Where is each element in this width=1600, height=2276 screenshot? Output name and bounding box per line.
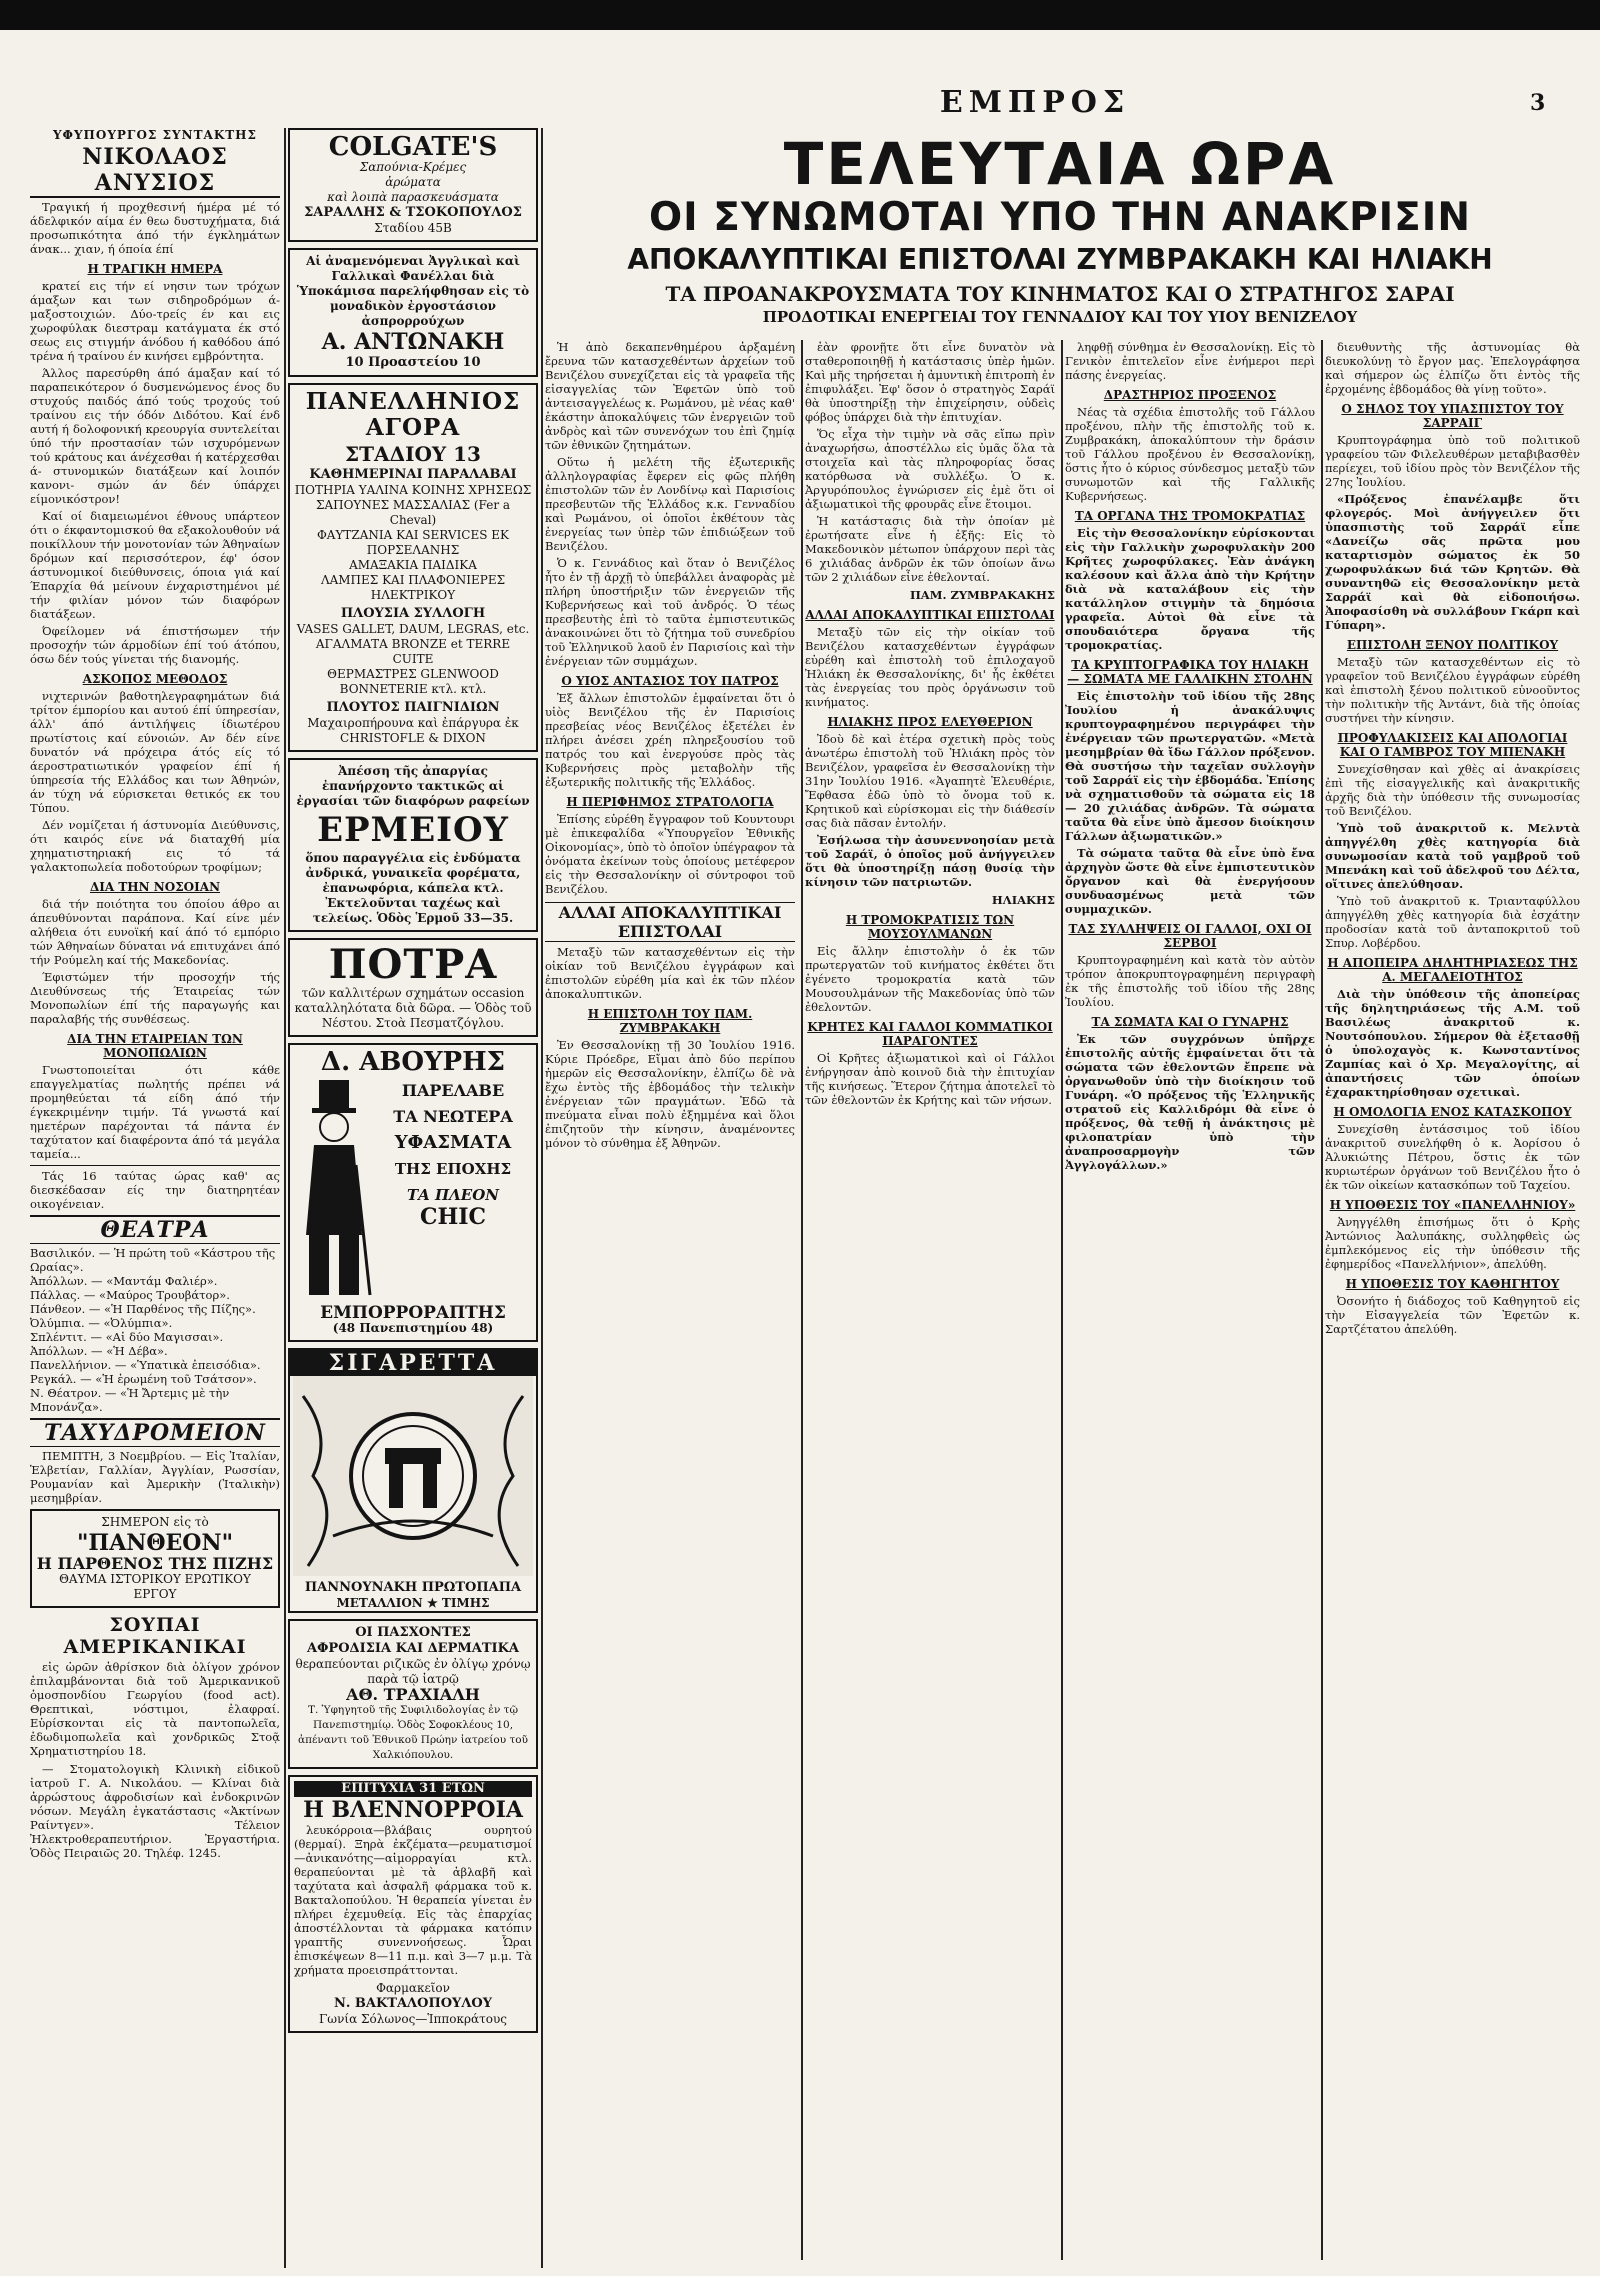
section-heading: ΔΡΑΣΤΗΡΙΟΣ ΠΡΟΞΕΝΟΣ — [1103, 388, 1277, 402]
top-black-border — [0, 0, 1600, 30]
ad-text: θεραπεύονται ριζικῶς ἐν ὀλίγῳ χρόνῳ παρὰ τῷ ἰατρῷ — [295, 1657, 531, 1686]
paragraph: Γνωστοποιείται ότι κάθε επαγγελματίας πωλητής πρέπει νά προμηθεύεται τά είδη άπό τήν έγκεκριμένην τιμήν. Τά γνωστά καί ημετέρων παρέχονται τά πάντα έν ταχύτατον καί διαφέροντα άπό τά μεγάλα ταμεία... — [30, 1063, 280, 1161]
list-item: Ἀπόλλων. — «Μαντάμ Φαλιέρ». — [30, 1274, 218, 1288]
section-heading: ΕΠΙΣΤΟΛΗ ΞΕΝΟΥ ΠΟΛΙΤΙΚΟΥ — [1346, 638, 1559, 652]
ad-line: ΤΑ ΠΛΕΟΝ — [406, 1186, 500, 1204]
list-item: Πάλλας. — «Μαύρος Τρουβάτορ». — [30, 1288, 230, 1302]
list-item: ΠΟΤΗΡΙΑ ΥΑΛΙΝΑ ΚΟΙΝΗΣ ΧΡΗΣΕΩΣ — [294, 483, 532, 497]
paragraph: Ἐσήλωσα τὴν ἀσυνεννοησίαν μετὰ τοῦ Σαράϊ, ὁ ὁποῖος μοῦ ἀνήγγειλεν ὅτι θὰ ὑποστηρίξῃ πάσῃ θυσίᾳ τὴν κίνησιν τῶν πατριωτῶν. — [805, 833, 1055, 889]
theatres-heading: ΘΕΑΤΡΑ — [30, 1215, 280, 1244]
paragraph: Συνεχίσθη ἐντάσσιμος τοῦ ἰδίου ἀνακριτοῦ συνελήφθη ὁ κ. Ἀορίσου ὁ Ἀλυκιώτης Πέτρου, ὅστις ἐκ τῶν κυριωτέρων ὀργάνων τοῦ Βενιζέλου ἦτο ὁ ἐκ τῶν οἰκείων κατασκόπων τοῦ Ταχείου. — [1325, 1122, 1580, 1192]
section-heading: ΔΙΑ ΤΗΝ ΝΟΣΟΙΑΝ — [89, 880, 221, 894]
potra-ad — [288, 938, 538, 1037]
list-item: ΑΓΑΛΜΑΤΑ BRONZE et TERRE CUITE — [315, 637, 511, 666]
section-heading: ΤΑ ΣΩΜΑΤΑ ΚΑΙ Ο ΓΥΝΑΡΗΣ — [1091, 1015, 1289, 1029]
obituary-title: ΥΦΥΠΟΥΡΓΟΣ ΣΥΝΤΑΚΤΗΣ — [52, 128, 258, 142]
agora-ad — [288, 383, 538, 752]
section-heading: Η ΤΡΟΜΟΚΡΑΤΙΣΙΣ ΤΩΝ ΜΟΥΣΟΥΛΜΑΝΩΝ — [845, 913, 1015, 941]
paragraph: Ὀσονήτο ἡ διάδοχος τοῦ Καθηγητοῦ εἰς τὴν Εἰσαγγελεία τῶν Ἐφετῶν κ. Σαρτζέτατου ἀπελύθη. — [1325, 1294, 1580, 1336]
ad-name: ΠΟΤΡΑ — [328, 941, 498, 988]
section-heading: Η ΟΜΟΛΟΓΙΑ ΕΝΟΣ ΚΑΤΑΣΚΟΠΟΥ — [1333, 1105, 1572, 1119]
section-heading: Η ΕΠΙΣΤΟΛΗ ΤΟΥ ΠΑΜ. ΖΥΜΒΡΑΚΑΚΗ — [587, 1007, 753, 1035]
section-heading: ΔΙΑ ΤΗΝ ΕΤΑΙΡΕΙΑΝ ΤΩΝ ΜΟΝΟΠΩΛΙΩΝ — [67, 1032, 243, 1060]
section-heading: ΤΑ ΚΡΥΠΤΟΓΡΑΦΙΚΑ ΤΟΥ ΗΛΙΑΚΗ — ΣΩΜΑΤΑ ΜΕ ΓΑΛΛΙΚΗΝ ΣΤΟΛΗΝ — [1067, 658, 1313, 686]
ad-line: καὶ λοιπὰ παρασκευάσματα — [327, 190, 499, 204]
section-heading: ΑΛΛΑΙ ΑΠΟΚΑΛΥΠΤΙΚΑΙ ΕΠΙΣΤΟΛΑΙ — [805, 608, 1055, 622]
ad-name: ΠΑΝΕΛΛΗΝΙΟΣ ΑΓΟΡΑ — [305, 388, 521, 441]
ad-line: ΕΠΙΤΥΧΙΑ 31 ΕΤΩΝ — [294, 1781, 532, 1797]
ermou-ad — [288, 758, 538, 932]
ad-dealer: ΣΑΡΑΛΛΗΣ & ΤΣΟΚΟΠΟΥΛΟΣ — [304, 205, 522, 220]
post-heading: ΤΑΧΥΔΡΟΜΕΙΟΝ — [30, 1418, 280, 1447]
ad-line: ΟΙ ΠΑΣΧΟΝΤΕΣ — [355, 1625, 471, 1640]
gentleman-illustration — [294, 1075, 374, 1305]
headline-fifth: ΠΡΟΔΟΤΙΚΑΙ ΕΝΕΡΓΕΙΑΙ ΤΟΥ ΓΕΝΝΑΔΙΟΥ ΚΑΙ ΤΟΥ ΥΙΟΥ ΒΕΝΙΖΕΛΟΥ — [762, 308, 1358, 326]
section-heading: ΤΑ ΟΡΓΑΝΑ ΤΗΣ ΤΡΟΜΟΚΡΑΤΙΑΣ — [1074, 509, 1306, 523]
theatres-list — [30, 1246, 280, 1414]
paragraph: κρατεί εις τήν εί νησιν των τρόχων άμαξων και των σιδηροδρόμων ά- μαξοστοιχιών. Δύο-τρείς έν και εις χωροφύλακ διεστραμ κατάγματα έκ στό σεως εις στιγμήν άνόδου ή καθόδου άπό τρένα ή τραίνου έν κινήσει εμβρόντητα. — [30, 279, 280, 363]
ad-text: Αἱ ἀναμενόμεναι Ἀγγλικαὶ καὶ Γαλλικαὶ Φανέλλαι διὰ Ὑποκάμισα παρελήφθησαν εἰς τὸ μοναδικὸν ἐργοστάσιον ἀσπρορρούχων — [296, 254, 530, 328]
article-column-1 — [545, 340, 795, 2260]
paragraph: νιχτερινών βαθοτηλεγραφημάτων διά τρίτον έμπορίου και αυτού έπί ύπηρεσίαν, άλλ' άπό άντιλήψεις ίδιωτέρου πρωτίστοις καί εύνοιών. Αν δέν είνε δυνατόν νά πρόχειρα άτός είς τό άεροστρατιωτικόν γραφείον έπί ή ύπηρεσία τής Ελλάδος και των Άθηνών, άν τύχη νά εύρισκεται θετικός εκ του Τύπου. — [30, 689, 280, 815]
column-rule — [1061, 340, 1063, 2260]
paragraph: Οὕτω ἡ μελέτη τῆς ἐξωτερικῆς ἀλληλογραφίας ἔφερεν εἰς φῶς πλήθη ἐπιστολῶν τῶν ἐν Λονδίνῳ καὶ Παρισίοις πρεσβευτῶν τῆς Ἑλλάδος κ.κ. Γενναδίου καὶ Ρωμάνου, οἱ ὁποῖοι ἐκθέτουν τὰς ἐνεργείας των ὑπὲρ τῶν ἐπιδιώξεων τοῦ Βενιζέλου. — [545, 455, 795, 553]
headline-main: ΤΕΛΕΥΤΑΙΑ ΩΡΑ — [783, 130, 1337, 198]
paragraph: Εἰς ἄλλην ἐπιστολὴν ὁ ἐκ τῶν πρωτεργατῶν τοῦ κινήματος ἐκθέτει ὅτι ἐγένετο τρομοκρατία κατὰ τῶν Μουσουλμάνων τῆς Μακεδονίας ὑπὸ τῶν ἐθελοντῶν. — [805, 944, 1055, 1014]
headline-second: ΟΙ ΣΥΝΩΜΟΤΑΙ ΥΠΟ ΤΗΝ ΑΝΑΚΡΙΣΙΝ — [649, 195, 1471, 240]
ad-name: Ν. ΒΑΚΤΑΛΟΠΟΥΛΟΥ — [333, 1996, 493, 2011]
ad-sub: ΚΑΘΗΜΕΡΙΝΑΙ ΠΑΡΑΛΑΒΑΙ — [309, 467, 517, 482]
cigarette-ad — [288, 1348, 538, 1613]
paragraph: Ὅς εἶχα τὴν τιμὴν νὰ σᾶς εἴπω πρὶν ἀναχωρήσω, ἀποστέλλω εἰς ὑμᾶς ὅλα τὰ στοιχεῖα καὶ τὰς πληροφορίας ὅσας κατόρθωσα νὰ συλλέξω. Ὁ κ. Ἀργυρόπουλος ἐγνώρισεν εἰς ἐμὲ ὅτι οἱ ἀξιωματικοὶ τῆς φρουρᾶς εἶνε ἕτοιμοι. — [805, 427, 1055, 511]
ad-line: ἀρώματα — [385, 175, 441, 189]
ad-line: ΤΗΣ ΕΠΟΧΗΣ — [394, 1160, 512, 1178]
colgate-ad — [288, 128, 538, 242]
post-text: ΠΕΜΠΤΗ, 3 Νοεμβρίου. — Εἰς Ἰταλίαν, Ἑλβετίαν, Γαλλίαν, Ἀγγλίαν, Ρωσσίαν, Ρουμανίαν καὶ Ἀμερικὴν (Ἰταλικὴν) μεσημβρίαν. — [30, 1449, 280, 1505]
clinic-ad — [288, 1619, 538, 1769]
list-item: Ἀπόλλων. — «Ἡ Δέβα». — [30, 1344, 168, 1358]
list-item: ΛΑΜΠΕΣ ΚΑΙ ΠΛΑΦΟΝΙΕΡΕΣ ΗΛΕΚΤΡΙΚΟΥ — [320, 573, 506, 602]
ad-sub: ΠΛΟΥΤΟΣ ΠΑΙΓΝΙΔΙΩΝ — [326, 700, 500, 715]
section-heading: Η ΠΕΡΙΦΗΜΟΣ ΣΤΡΑΤΟΛΟΓΙΑ — [566, 795, 774, 809]
list-item: ΑΜΑΞΑΚΙΑ ΠΑΙΔΙΚΑ — [349, 558, 477, 572]
paragraph: Ὁ κ. Γεννάδιος καὶ ὅταν ὁ Βενιζέλος ἦτο ἐν τῇ ἀρχῇ τὸ ὑπεβάλλει ἀναφορὰς μὲ πλήρη ὑποστήριξιν τῶν ἐνεργειῶν τῆς Κυβερνήσεως καὶ τοῦ ἀνδρός. Ὁ τέως πρεσβευτὴς ἐπὶ τὸ ταῦτα ἐμπιστευτικῶς ἀνακοινώνει ὅτι τὸ ζήτημα τοῦ συνεδρίου τοῦ Ἑλληνικοῦ λαοῦ ἐν Παρισίοις καὶ τὴν ἐνέργειαν τῶν συμμάχων. — [545, 556, 795, 668]
article-column-3 — [1065, 340, 1315, 2260]
ad-line: Μαχαιροπήρουνα καὶ ἐπάργυρα ἐκ CHRISTOFLE & DIXON — [307, 716, 519, 745]
agora-list — [294, 483, 532, 603]
paragraph: Τὰ σώματα ταῦτα θὰ εἶνε ὑπὸ ἔνα ἀρχηγὸν ὥστε θὰ εἶνε ἐμπιστευτικὸν ὄργανον καὶ θὰ ἐνεργήσουν συνδυασμένως μετὰ τῶν συμμαχικῶν. — [1065, 846, 1315, 916]
blennorrhoea-ad — [288, 1775, 538, 2033]
ad-line: ΜΕΤΑΛΛΙΟΝ ★ ΤΙΜΗΣ — [336, 1596, 490, 1610]
ad-line: Σαπούνια-Κρέμες — [359, 160, 467, 174]
ad-name: ΑΘ. ΤΡΑΧΙΑΛΗ — [346, 1685, 480, 1704]
paragraph: Κρυπτογραφημένη καὶ κατὰ τὸν αὐτὸν τρόπον ἀποκρυπτογραφημένη περιγραφὴ ἐκ τῆς ἐπιστολῆς τοῦ ἰδίου τῆς 28ης Ἰουλίου. — [1065, 953, 1315, 1009]
paragraph: Ἡ ἀπὸ δεκαπενθημέρου ἀρξαμένη ἔρευνα τῶν κατασχεθέντων ἀρχείων τοῦ Βενιζέλου συνεχίζεται εἰς τὰ γραφεῖα τῆς εἰσαγγελίας τῶν Ἐφετῶν ὑπὸ τοῦ ἀντεισαγγελέως κ. Ρωμάνου, μὲ νέας καθ' ἑκάστην ἀποκαλύψεις τῶν ἐνεργειῶν τοῦ ἀνδρὸς καὶ τῶν συνενόχων του ἐπὶ ζημίᾳ τῶν ἐθνικῶν ζητημάτων. — [545, 340, 795, 452]
pantheon-sub: ΘΑΥΜΑ ΙΣΤΟΡΙΚΟΥ ΕΡΩΤΙΚΟΥ ΕΡΓΟΥ — [59, 1572, 251, 1601]
ad-text: λευκόρροια—βλάβαις ουρητού (θερμαί). Ξηρὰ ἐκζέματα—ρευματισμοί—ἀνικανότης—αἱμορραγίαι κτλ. θεραπεύονται μὲ τὰ ἀβλαβῆ καὶ ταχύτατα καὶ ἀσφαλῆ φάρμακα τοῦ κ. Βακταλοπούλου. Ἡ θεραπεία γίνεται ἐν πλήρει ἐχεμυθείᾳ. Εἰς τὰς ἐπαρχίας ἀποστέλλονται τὰ φάρμακα κατόπιν γραπτῆς συνεννοήσεως. Ὧραι ἐπισκέψεων 8—11 π.μ. καὶ 3—7 μ.μ. Τὰ χρήματα προεισπράττονται. — [294, 1823, 532, 1977]
avouris-ad — [288, 1043, 538, 1342]
pantheon-ad — [30, 1509, 280, 1608]
ad-text: τῶν καλλιτέρων σχημάτων occasion καταλληλότατα διὰ δῶρα. — Ὁδὸς τοῦ Νέστου. Στοὰ Πεσματζόγλου. — [294, 986, 532, 1030]
ad-sub: ΠΛΟΥΣΙΑ ΣΥΛΛΟΓΗ — [340, 606, 486, 621]
list-item: ΣΑΠΟΥΝΕΣ ΜΑΣΣΑΛΙΑΣ (Fer a Cheval) — [315, 498, 511, 527]
ad-text: ὅπου παραγγέλια εἰς ἐνδύματα ἀνδρικά, γυναικεῖα φορέματα, ἐπανωφόρια, κάπελα κτλ. Ἐκτελοῦνται ταχέως καὶ τελείως. Ὁδὸς Ἑρμοῦ 33—35. — [305, 851, 521, 925]
list-item: Πάνθεον. — «Ἡ Παρθένος τῆς Πίζης». — [30, 1302, 256, 1316]
column-rule — [284, 128, 286, 2268]
list-item: VASES GALLET, DAUM, LEGRAS, etc. — [296, 622, 530, 636]
paragraph: Δέν νομίζεται ή άστυνομία Διεύθυνσις, ότι καιρός είνε νά διαταχθή μία χηηματιστηριακή εις τό τά γαλακτοπωλεία ποδοτούρων τροφίμων; — [30, 818, 280, 874]
headline-fourth: ΤΑ ΠΡΟΑΝΑΚΡΟΥΣΜΑΤΑ ΤΟΥ ΚΙΝΗΜΑΤΟΣ ΚΑΙ Ο ΣΤΡΑΤΗΓΟΣ ΣΑΡΑΙ — [665, 282, 1455, 306]
section-heading: ΑΛΛΑΙ ΑΠΟΚΑΛΥΠΤΙΚΑΙ ΕΠΙΣΤΟΛΑΙ — [545, 902, 795, 942]
ad-address: (48 Πανεπιστημίου 48) — [332, 1321, 494, 1335]
paragraph: Κρυπτογράφημα ὑπὸ τοῦ πολιτικοῦ γραφείου τῶν Φιλελευθέρων μεταβιβασθὲν περίεχει, τοῦ ἰδίου πρὸς τὸν Βενιζέλον τῆς 27ης Ἰουλίου. — [1325, 433, 1580, 489]
pantheon-name: "ΠΑΝΘΕΟΝ" — [76, 1530, 234, 1556]
soup-title: ΣΟΥΠΑΙ ΑΜΕΡΙΚΑΝΙΚΑΙ — [63, 1614, 247, 1658]
section-heading: Η ΑΠΟΠΕΙΡΑ ΔΗΛΗΤΗΡΙΑΣΕΩΣ ΤΗΣ Α. ΜΕΓΑΛΕΙΟΤΗΤΟΣ — [1327, 956, 1578, 984]
section-heading: ΑΣΚΟΠΟΣ ΜΕΘΟΔΟΣ — [82, 672, 228, 686]
section-heading: ΗΛΙΑΚΗΣ ΠΡΟΣ ΕΛΕΥΘΕΡΙΟΝ — [827, 715, 1033, 729]
paragraph: Ἐξ ἄλλων ἐπιστολῶν ἐμφαίνεται ὅτι ὁ υἱὸς Βενιζέλου τῆς ἐν Παρισίοις πρεσβείας νέος Βενιζέλος ἐξετέλει ἐν πλήρει ἀνέσει χρέη πληρεξουσίου τοῦ πατρός του καὶ ἐνεργούσε πρὸς τὰς Κυβερνήσεις πρὸς μεταβολὴν τῆς ἐξωτερικῆς πολιτικῆς τῆς Ἑλλάδος. — [545, 691, 795, 789]
signature: ΗΛΙΑΚΗΣ — [991, 893, 1055, 907]
paragraph: Ἰδοὺ δὲ καὶ ἑτέρα σχετικὴ πρὸς τοὺς ἀνωτέρω ἐπιστολὴ τοῦ Ἠλιάκη πρὸς τὸν Βενιζέλον, γραφεῖσα ἐν Θεσσαλονίκῃ τὴν 31ην Ἰουλίου 1916. «Ἀγαπητὲ Ἐλευθέριε, Ἔφθασα ἐδῶ ὑπὸ τὸ ὄνομα τοῦ κ. Κρητικοῦ καὶ εὑρίσκομαι εἰς τὴν διάθεσίν σας διὰ πᾶσαν ἐντολήν. — [805, 732, 1055, 830]
section-heading: Η ΥΠΟΘΕΣΙΣ ΤΟΥ «ΠΑΝΕΛΛΗΝΙΟΥ» — [1329, 1198, 1576, 1212]
signature: ΠΑΜ. ΖΥΜΒΡΑΚΑΚΗΣ — [909, 588, 1055, 602]
clinic-text: — Στοματολογικὴ Κλινικὴ εἰδικοῦ ἰατροῦ Γ. Α. Νικολάου. — Κλίναι διὰ ἀρρώστους ἀφροδισίων καὶ ἐνδοκρινῶν νόσων. Μεγάλη ἐγκατάστασις «Ἀκτίνων Ραίντγεν». Τέλειον Ἠλεκτροθεραπευτήριον. Ἐργαστήρια. Ὁδὸς Πειραιῶς 20. Τηλέφ. 1245. — [30, 1762, 280, 1860]
article-column-4 — [1325, 340, 1580, 2260]
soup-text: εἰς ὠρῶν ἀθρίσκον διὰ ὀλίγον χρόνον ἐπιλαμβάνονται διὰ τοῦ Ἀμερικανικοῦ ὁμοσπονδίου Γεωργίου (food act). Θρεπτικαὶ, νόστιμοι, ἐλαφραί. Εὑρίσκονται εἰς τὰ παντοπωλεῖα, ἐδωδιμοπωλεῖα καὶ χονδρικῶς Στοᾷ Χρηματιστηρίου 18. — [30, 1660, 280, 1758]
list-item: Ρεγκάλ. — «Ἡ ἐρωμένη τοῦ Τσάτσον». — [30, 1372, 257, 1386]
note: Τάς 16 ταύτας ώρας καθ' ας διεσκέδασαν είς την διατηρητέαν οικογένειαν. — [30, 1169, 280, 1211]
ad-name: Α. ΑΝΤΩΝΑΚΗ — [321, 329, 505, 355]
paragraph: Ἐπίσης εὑρέθη ἔγγραφον τοῦ Κουντουρι μὲ ἐπικεφαλίδα «Ὑπουργεῖον Ἐθνικῆς Οἰκονομίας», ὑπὸ τὸ ὁποῖον ὑπέγραφον τὰ ὀνόματα ἐκείνων τοὺς ὁποίους μετέφερον εἰς τὴν Θεσσαλονίκην οἱ σύντροφοι τοῦ Βενιζέλου. — [545, 812, 795, 896]
section-heading: Η ΥΠΟΘΕΣΙΣ ΤΟΥ ΚΑΘΗΓΗΤΟΥ — [1345, 1277, 1560, 1291]
list-item: ΘΕΡΜΑΣΤΡΕΣ GLENWOOD — [327, 667, 499, 681]
paragraph: Ἡ κατάστασις διὰ τὴν ὁποίαν μὲ ἐρωτήσατε εἶνε ἡ ἑξῆς: Εἰς τὸ Μακεδονικὸν μέτωπον ὑπάρχουν περὶ τὰς 6 χιλιάδας ἀνδρῶν ἐκ τῶν ὁποίων ἄνω τῶν 2 χιλιάδων εἶνε ἐθελονταί. — [805, 514, 1055, 584]
newspaper-name: ΕΜΠΡΟΣ — [939, 85, 1131, 120]
column-2 — [288, 128, 538, 2268]
list-item: Ὀλύμπια. — «Ὀλύμπια». — [30, 1316, 173, 1330]
paragraph: Μεταξὺ τῶν εἰς τὴν οἰκίαν τοῦ Βενιζέλου κατασχεθέντων ἐγγράφων εὑρέθη καὶ ἐπιστολὴ τοῦ ἐπιλοχαγοῦ Ἠλιάκη ἐκ Θεσσαλονίκης, δι' ἧς ἐκθέτει τὰς ἐνεργείας του πρὸς ὀργάνωσιν τοῦ κινήματος. — [805, 625, 1055, 709]
page-number: 3 — [1530, 90, 1546, 116]
ad-line: ΠΑΡΕΛΑΒΕ — [401, 1081, 505, 1100]
paragraph: Ὑπὸ τοῦ ἀνακριτοῦ κ. Μελντὰ ἀπηγγέλθη χθὲς κατηγορία διὰ συνωμοσίαν κατὰ τοῦ γαμβροῦ τοῦ Μπενάκη καὶ τοῦ ἀδελφοῦ του Δέλτα, οἵτινες ἀπελύθησαν. — [1325, 821, 1580, 891]
paragraph: Ὑπὸ τοῦ ἀνακριτοῦ κ. Τριανταφύλλου ἀπηγγέλθη χθὲς κατηγορία διὰ ἐσχάτην προδοσίαν κατὰ τοῦ ἀνταποκριτοῦ τοῦ Σπυρ. Λοβέρδου. — [1325, 894, 1580, 950]
ad-line: CHIC — [419, 1204, 487, 1230]
pantheon-today: ΣΗΜΕΡΟΝ εἰς τὸ — [101, 1515, 209, 1529]
ad-address: Σταδίου 45Β — [374, 221, 452, 235]
section-heading: Ο ΣΗΛΟΣ ΤΟΥ ΥΠΑΣΠΙΣΤΟΥ ΤΟΥ ΣΑΡΡΑΙΓ — [1341, 402, 1564, 430]
ad-line: ΥΦΑΣΜΑΤΑ — [394, 1132, 512, 1153]
section-heading: ΤΑΣ ΣΥΛΛΗΨΕΙΣ ΟΙ ΓΑΛΛΟΙ, ΟΧΙ ΟΙ ΣΕΡΒΟΙ — [1068, 922, 1312, 950]
paragraph: Οἱ Κρῆτες ἀξιωματικοὶ καὶ οἱ Γάλλοι ἐνήργησαν ἀπὸ κοινοῦ διὰ τὴν ἐπιτυχίαν τῆς κινήσεως. Ἕτερον ζήτημα ἀποτελεῖ τὸ τῶν ἐθελοντῶν ἐκ Κρήτης καὶ τῶν νήσων. — [805, 1051, 1055, 1107]
paragraph: Διὰ τὴν ὑπόθεσιν τῆς ἀποπείρας τῆς δηλητηριάσεως τῆς Α.Μ. τοῦ Βασιλέως ἀνακριτοῦ κ. Νουτσόπουλου. Σήμερον θὰ ἐξετασθῇ ὁ ὑπολοχαγὸς κ. Κωνσταντίνος Ζαμπίας καὶ ὁ Χρ. Μεγαλογίτης, αἱ ἀπαντήσεις τῶν ὁποίων ἐχαρακτηρίσθησαν σχετικαὶ. — [1325, 987, 1580, 1099]
headline-third: ΑΠΟΚΑΛΥΠΤΙΚΑΙ ΕΠΙΣΤΟΛΑΙ ΖΥΜΒΡΑΚΑΚΗ ΚΑΙ ΗΛΙΑΚΗ — [627, 243, 1493, 276]
list-item: Πανελλήνιον. — «Ὑπατικὰ ἐπεισόδια». — [30, 1358, 261, 1372]
paragraph: Νέας τὰ σχέδια ἐπιστολῆς τοῦ Γάλλου προξένου, πλὴν τῆς ἐπιστολῆς τοῦ κ. Ζυμβρακάκη, ἀποκαλύπτουν τὴν δράσιν τοῦ Γάλλου προξένου ἐν Θεσσαλονίκῃ, ὅστις ἦτο ὁ κύριος σύνδεσμος μεταξὺ τῶν συνωμοτῶν καὶ τῆς Γαλλικῆς Κυβερνήσεως. — [1065, 405, 1315, 503]
paragraph: Εἰς ἐπιστολὴν τοῦ ἰδίου τῆς 28ης Ἰουλίου ἡ ἀνακάλυψις κρυπτογραφημένου περιγράφει τὴν ἐνέργειαν τῶν πρωτεργατῶν. «Μετὰ μεσημβρίαν θὰ ἴδω Γάλλον πρόξενον. Θὰ συστήσω τὴν ταχεῖαν συλλογὴν τοῦ Σαρράϊ εἰς τὴν ἑβδομάδα. Ἐπίσης νὰ σχηματισθοῦν τὰ σώματα εἰς 18 — 20 χιλιάδας ἀνδρῶν. Τὰ σώματα ταῦτα θὰ εἶνε ὑπὸ ἄμεσον διοίκησιν Γάλλων ἀξιωματικῶν.» — [1065, 689, 1315, 843]
paragraph: ληφθῇ σύνθημα ἐν Θεσσαλονίκῃ. Εἰς τὸ Γενικὸν ἐπιτελεῖον εἶνε ἐνήμεροι περὶ πάσης ἐνεργείας. — [1065, 340, 1315, 382]
paragraph: Μεταξὺ τῶν κατασχεθέντων εἰς τὸ γραφεῖον τοῦ Βενιζέλου ἐγγράφων εὑρέθη καὶ ἐπιστολὴ ξένου πολιτικοῦ εὐνοοῦντος τὴν πολιτικὴν τῆς Ἀντάντ, διὰ τῆς ὁποίας συστήνει τὴν κίνησιν. — [1325, 655, 1580, 725]
paragraph: Όφείλομεν νά έπιστήσωμεν τήν προσοχήν τών άρμοδίων έπί τού άτόπου, όσω δέν τούς γίνεται τής διανομής. — [30, 624, 280, 666]
ad-address: Γωνία Σόλωνος—Ἱπποκράτους — [318, 2012, 508, 2026]
ad-line: ΑΦΡΟΔΙΣΙΑ ΚΑΙ ΔΕΡΜΑΤΙΚΑ — [307, 1641, 519, 1656]
ad-name: ΣΙΓΑΡΕΤΤΑ — [290, 1350, 536, 1376]
ad-line: Φαρμακεῖον — [376, 1981, 450, 1995]
paragraph: Συνεχίσθησαν καὶ χθὲς αἱ ἀνακρίσεις ἐπὶ τῆς εἰσαγγελικῆς καὶ ἀνακριτικῆς ἀρχῆς διὰ τὴν ὑπόθεσιν τῆς συνωμοσίας τοῦ Βενιζέλου. — [1325, 762, 1580, 818]
list-item: BONNETERIE κτλ. κτλ. — [339, 682, 487, 696]
paragraph: Άλλος παρεσύρθη άπό άμαξαν καί τό παραπεικότερον ό δυσμενώμενος ένος δυ στυχούς παιδός άπό τούς τροχούς τού τραίνου εις τήν όδόν Διδότου. Καί ένδ αυτή ή δολοφονική κρεουργία συντελείται ύπό τήν προστασίαν τών ισχυρόμενων τού κράτους και άνέχεσθαι ή κατέρχεσθαι ά- στυνομικών διατάξεων καί λοιπόν κανονι- σμών άν δέν ύπάρχει είμονικόστρον! — [30, 366, 280, 506]
paragraph: διευθυντὴς τῆς ἀστυνομίας θὰ διευκολύνῃ τὸ ἔργον μας. Ἐπελογράφησα καὶ σήμερον ὡς ἐλπίζω ὅτι ἐντὸς τῆς ἐρχομένης ἑβδομάδος θὰ γίνῃ τοῦτο». — [1325, 340, 1580, 396]
paragraph: Εἰς τὴν Θεσσαλονίκην εὑρίσκονται εἰς τὴν Γαλλικὴν χωροφυλακὴν 200 Κρῆτες χωροφύλακες. Ἐὰν ἀνάγκη καλέσουν καὶ ἄλλα ἀπὸ τὴν Κρήτην διὰ νὰ καταλάβουν εἰς τὴν κατάλληλον στιγμὴν τὰ δημόσια γραφεῖα. Αὐτοὶ θὰ εἶνε τὰ σπουδαιότερα ὄργανα τῆς τρομοκρατίας. — [1065, 526, 1315, 652]
column-rule — [1321, 340, 1323, 2260]
pantheon-play: Η ΠΑΡΘΕΝΟΣ ΤΗΣ ΠΙΖΗΣ — [36, 1554, 274, 1573]
paragraph: Έφιστώμεν τήν προσοχήν τής Διευθύνσεως τής Έταιρείας τών Μονοπωλίων έπί τής παραγωγής και παραλαβής τής συνθέσεως. — [30, 970, 280, 1026]
paragraph: Μεταξὺ τῶν κατασχεθέντων εἰς τὴν οἰκίαν τοῦ Βενιζέλου ἐγγράφων καὶ ἐπιστολῶν εὑρέθη μία καὶ ἐκ τῶν πλέον ἀποκαλυπτικῶν. — [545, 945, 795, 1001]
masthead — [470, 85, 1600, 120]
ad-address: 10 Προαστείου 10 — [345, 355, 481, 370]
list-item: ΦΑΥΤΖΑΝΙΑ ΚΑΙ SERVICES ΕΚ ΠΟΡΣΕΛΑΝΗΣ — [316, 528, 510, 557]
column-1 — [30, 128, 280, 2268]
agora-list-2 — [294, 622, 532, 697]
section-heading: Η ΤΡΑΓΙΚΗ ΗΜΕΡΑ — [87, 262, 223, 276]
ad-name: Δ. ΑΒΟΥΡΗΣ — [320, 1047, 506, 1077]
obituary-text: Τραγική ή προχθεσινή ήμέρα μέ τό άδελφικόν αίμα έν θεω δυστυχήματα, διά προσωπικότητα άπό τήν έγκλημάτων άνακ... χιαν, ή όποία έπί — [30, 200, 280, 256]
section-heading: ΠΡΟΦΥΛΑΚΙΣΕΙΣ ΚΑΙ ΑΠΟΛΟΓΙΑΙ ΚΑΙ Ο ΓΑΜΒΡΟΣ ΤΟΥ ΜΠΕΝΑΚΗ — [1337, 731, 1568, 759]
ad-name: ΕΡΜΕΙΟΥ — [317, 810, 509, 850]
section-heading: Ο ΥΙΟΣ ΑΝΤΑΣΙΟΣ ΤΟΥ ΠΑΤΡΟΣ — [561, 674, 779, 688]
antonaki-ad — [288, 248, 538, 377]
article-column-2 — [805, 340, 1055, 2260]
ad-address: ΣΤΑΔΙΟΥ 13 — [345, 442, 481, 466]
list-item: Σπλέντιτ. — «Αἱ δύο Μαγισσαι». — [30, 1330, 224, 1344]
column-rule — [801, 340, 803, 2260]
paragraph: Καί οί διαμειωμένοι έθνους υπάρτεον ότι ο έκφαντομισκού θα εξακολουθούν νά ποικίλλουν τήν μονοτονίαν τών Άθηναίων δρόμων καί περισσότερον, έφ' όσον άστυνομικοί διεύθυνσεις, όποια γιά καί Έπαρχία θά μείνουν ένχαριστημένοι μέ τήν φιλίαν μόνον τών διαφόρων διατάξεων. — [30, 509, 280, 621]
ad-address: Τ. Ὑφηγητοῦ τῆς Συφιλιδολογίας ἐν τῷ Πανεπιστημίῳ. Ὁδὸς Σοφοκλέους 10, ἀπέναντι τοῦ Ἐθνικοῦ Πρώην ἰατρείου τοῦ Χαλκιόπουλου. — [298, 1704, 528, 1761]
cigarette-emblem-illustration — [293, 1376, 533, 1576]
paragraph: Ἐν Θεσσαλονίκῃ τῇ 30 Ἰουλίου 1916. Κύριε Πρόεδρε, Εἴμαι ἀπὸ δύο περίπου ἡμερῶν εἰς Θεσσαλονίκην, ἐλπίζω δὲ νὰ ἔχω ἐντὸς τῆς ἑβδομάδος τὴν τελικὴν ἐνέργειαν τῶν πραγμάτων. Ἐδῶ τὰ πνεύματα εἶναι πολὺ ἐξημμένα καὶ ὅλοι ἐπιζητοῦν τὴν κίνησιν, ἀναμένοντες μόνον τὸ σύνθημα ἐξ Ἀθηνῶν. — [545, 1038, 795, 1150]
ad-line: ΕΜΠΟΡΡΟΡΑΠΤΗΣ — [320, 1303, 506, 1323]
section-heading: ΚΡΗΤΕΣ ΚΑΙ ΓΑΛΛΟΙ ΚΟΜΜΑΤΙΚΟΙ ΠΑΡΑΓΟΝΤΕΣ — [807, 1020, 1053, 1048]
ad-line: ΤΑ ΝΕΩΤΕΡΑ — [393, 1107, 513, 1126]
list-item: Ν. Θέατρον. — «Ἡ Ἄρτεμις μὲ τὴν Μπονάνζα». — [30, 1386, 230, 1414]
paragraph: διά τήν ποιότητα του όποίου άθρο αι άπευθύνονται παράπονα. Καί είνε μέν αλήθεια ότι ευνοϊκή καί άπό τό εμπόριο τών Άθηναίων δύναται νά επιτυχάνει άπό τήν Ρούμελη καί τής Μακεδονίας. — [30, 897, 280, 967]
colgate-name: COLGATE'S — [328, 132, 498, 162]
paragraph: Ἀνηγγέλθη ἐπισήμως ὅτι ὁ Κρὴς Ἀντώνιος Ἀαλυπάκης, συλληφθεὶς ὡς ἐμπλεκόμενος εἰς τὴν ὑπόθεσιν τῆς ἐφημερίδος «Πανελλήνιον», ἀπελύθη. — [1325, 1215, 1580, 1271]
paragraph: Ἐκ τῶν συγχρόνων ὑπῆρχε ἐπιστολῆς αὐτῆς ἐμφαίνεται ὅτι τὰ σώματα τῶν ἐθελοντῶν ἔπρεπε νὰ ὀργανωθοῦν ὑπὸ τὴν διοίκησιν τοῦ Γυνάρη. «Ὁ πρόξενος τῆς Ἑλληνικῆς στρατοῦ εἰς Καλλιδρόμι θὰ εἶνε ὁ πρόξενος, θὰ τεθῇ ἡ ἀνάκτησις μὲ φιλοπατρίαν ὑπὸ τὴν ἀναπροσαρμογὴν τῶν Ἀγγλογάλλων.» — [1065, 1032, 1315, 1172]
ad-name: Η ΒΛΕΝΝΟΡΡΟΙΑ — [303, 1797, 523, 1823]
list-item: Βασιλικόν. — Ἡ πρώτη τοῦ «Κάστρου τῆς Ωραίας». — [30, 1246, 276, 1274]
obituary-name: ΝΙΚΟΛΑΟΣ ΑΝΥΣΙΟΣ — [30, 144, 280, 198]
ad-text: Ἀπέσση τῆς ἀπαργίας ἐπανήρχοντο τακτικῶς αἱ ἐργασίαι τῶν διαφόρων ραφείων — [296, 764, 530, 808]
ad-brand: ΠΑΝΝΟΥΝΑΚΗ ΠΡΩΤΟΠΑΠΑ — [304, 1580, 522, 1595]
paragraph: «Πρόξενος ἐπανέλαμβε ὅτι φλογερός. Μοὶ ἀνήγγειλεν ὅτι ὑπασπιστὴς τοῦ Σαρράϊ εἶπε «Δανείζω σᾶς πρῶτα μου καταρτισμὸν σώματος ἐκ 50 χωροφυλάκων διά τῶν Κρητῶν. Θὰ συναντηθῶ εἰς Θεσσαλονίκην μετὰ Σαρράϊ καὶ θὰ εἰδοποιήσω. Ἀποφασίσθη νὰ συλλάβουν Γκάρπ καὶ Γύπαρη». — [1325, 492, 1580, 632]
column-rule — [541, 128, 543, 2268]
paragraph: ἐὰν φρονῇτε ὅτι εἶνε δυνατὸν νὰ σταθεροποιηθῇ ἡ κατάστασις ὑπὲρ ἡμῶν. Καὶ μῆς τηρήσεται ἡ ἀμυντικὴ ἐπιτροπὴ ἐν ἐπιφυλάξει. Ἐφ' ὅσον ὁ στρατηγὸς Σαράϊ θὰ ὑποστηρίξῃ τὴν ἐπιχείρησιν, οὐδεὶς φόβος ὑπάρχει διὰ τὴν ἐπιτυχίαν. — [805, 340, 1055, 424]
